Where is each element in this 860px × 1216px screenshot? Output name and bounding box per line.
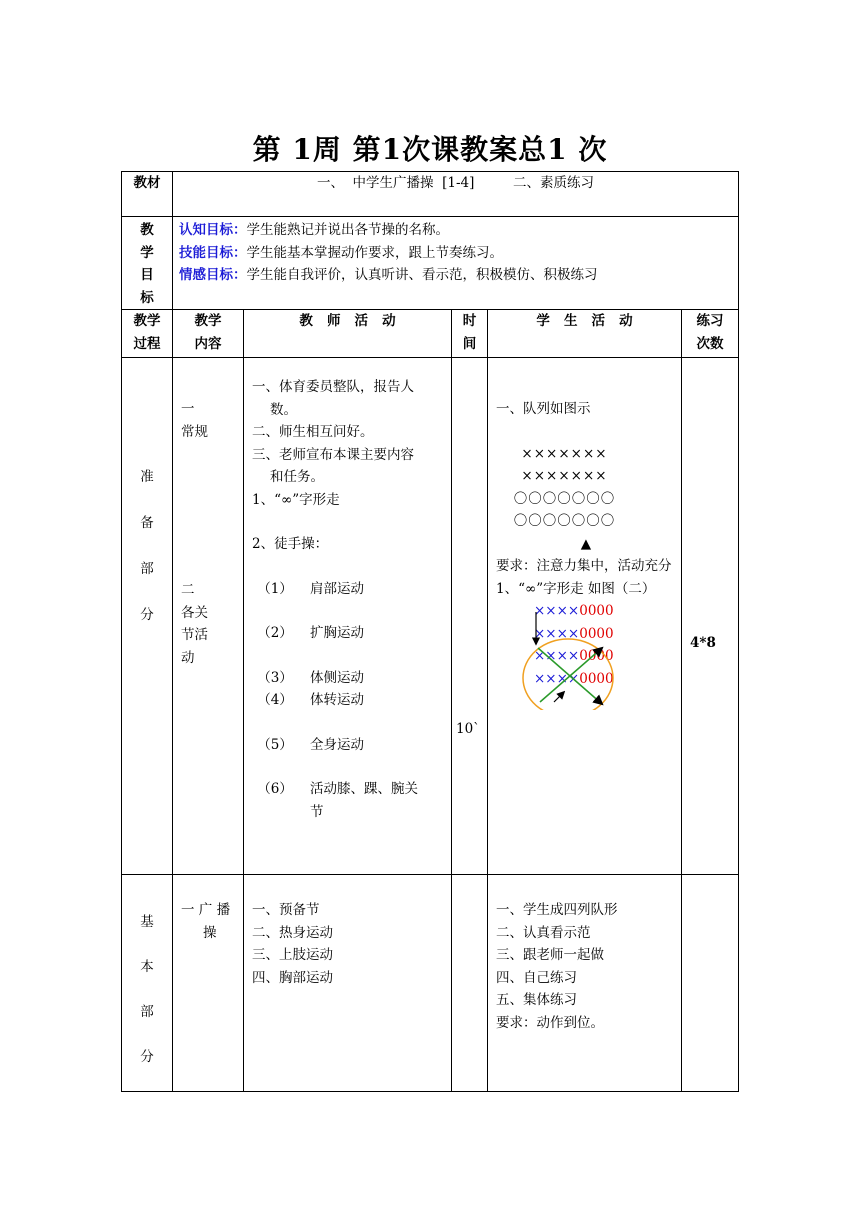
formation-diagram [496, 443, 677, 556]
header-practice: 练习 次数 [682, 310, 739, 358]
figure-8-diagram [496, 600, 677, 690]
material-content: 一、 中学生广播操 [1-4] 二、素质练习 [173, 172, 739, 217]
formation-row: 〇〇〇〇〇〇〇 [513, 490, 616, 507]
formation-row: ××××××× [521, 445, 608, 462]
path-arrow [540, 648, 602, 702]
objective-affective: 情感目标：学生能自我评价，认真听讲、看示范，积极模仿、积极练习 [179, 267, 598, 283]
basic-practice [682, 875, 739, 1092]
objectives-list [173, 217, 739, 310]
prep-row [122, 358, 739, 875]
objective-cognitive: 认知目标：学生能熟记并说出各节操的名称。 [179, 222, 449, 238]
prep-process: 准 备 部 分 [122, 358, 173, 875]
lesson-plan-table [121, 171, 739, 1092]
prep-time: 10` [452, 358, 488, 875]
figure-row: ××××0000 [534, 670, 614, 687]
prep-content: 一 常规 二 各关 节活 动 [173, 358, 244, 875]
header-row [122, 310, 739, 358]
exercise-item: （6） 活动膝、踝、腕关节 [257, 781, 418, 820]
exercise-item: （4） 体转运动 [257, 692, 364, 708]
formation-row: 〇〇〇〇〇〇〇 [513, 513, 616, 529]
basic-time [452, 875, 488, 1092]
material-row [122, 172, 739, 217]
header-time: 时 间 [452, 310, 488, 358]
basic-process: 基 本 部 分 [122, 875, 173, 1092]
basic-student: 一、学生成四列队形 二、认真看示范 三、跟老师一起做 四、自己练习 五、集体练习 要求：动作到位。 [488, 875, 682, 1092]
prep-teacher: 一、体育委员整队，报告人 数。 二、师生相互问好。 三、老师宣布本课主要内容 和任务。 1、“∞”字形走 2、徒手操： （1） 肩部运动 （2） 扩胸运动 （3） 体侧运动 （4） 体转运动 （5） 全身运动 （6） 活动膝、踝、腕关节 [244, 358, 452, 875]
material-label: 教材 [122, 172, 173, 217]
exercise-item: （1） 肩部运动 [257, 580, 364, 597]
basic-row [122, 875, 739, 1092]
path-arrow [554, 692, 564, 702]
basic-content: 一 广 播 操 [173, 875, 244, 1092]
header-content: 教学 内容 [173, 310, 244, 358]
basic-teacher: 一、预备节 二、热身运动 三、上肢运动 四、胸部运动 [244, 875, 452, 1092]
header-teacher: 教 师 活 动 [244, 310, 452, 358]
header-student: 学 生 活 动 [488, 310, 682, 358]
path-diagram-icon [520, 600, 630, 710]
exercise-item: （3） 体侧运动 [257, 669, 364, 686]
exercise-item: （2） 扩胸运动 [257, 625, 364, 641]
figure-row: ××××0000 [534, 648, 614, 664]
header-process: 教学 过程 [122, 310, 173, 358]
objective-skill: 技能目标：学生能基本掌握动作要求，跟上节奏练习。 [179, 244, 503, 261]
prep-student: 一、队列如图示 ××××××× ××××××× 〇〇〇〇〇〇〇 〇〇〇〇〇〇〇 ▲ 要求：注意力集中，活动充分 1、“∞”字形走 如图（二） ××××0000 ××××0000 ××××0000 ××××0000 [488, 358, 682, 875]
objectives-row [122, 217, 739, 310]
objectives-label: 教 学 目 标 [122, 217, 173, 310]
teacher-marker-icon: ▲ [580, 535, 593, 552]
figure-row: ××××0000 [534, 625, 614, 642]
page-title: 第 1周 第1次课教案总1 次 [252, 133, 608, 166]
prep-practice: 4*8 [682, 358, 739, 875]
figure-row: ××××0000 [534, 603, 614, 619]
exercise-item: （5） 全身运动 [257, 736, 364, 753]
formation-row: ××××××× [521, 468, 608, 484]
